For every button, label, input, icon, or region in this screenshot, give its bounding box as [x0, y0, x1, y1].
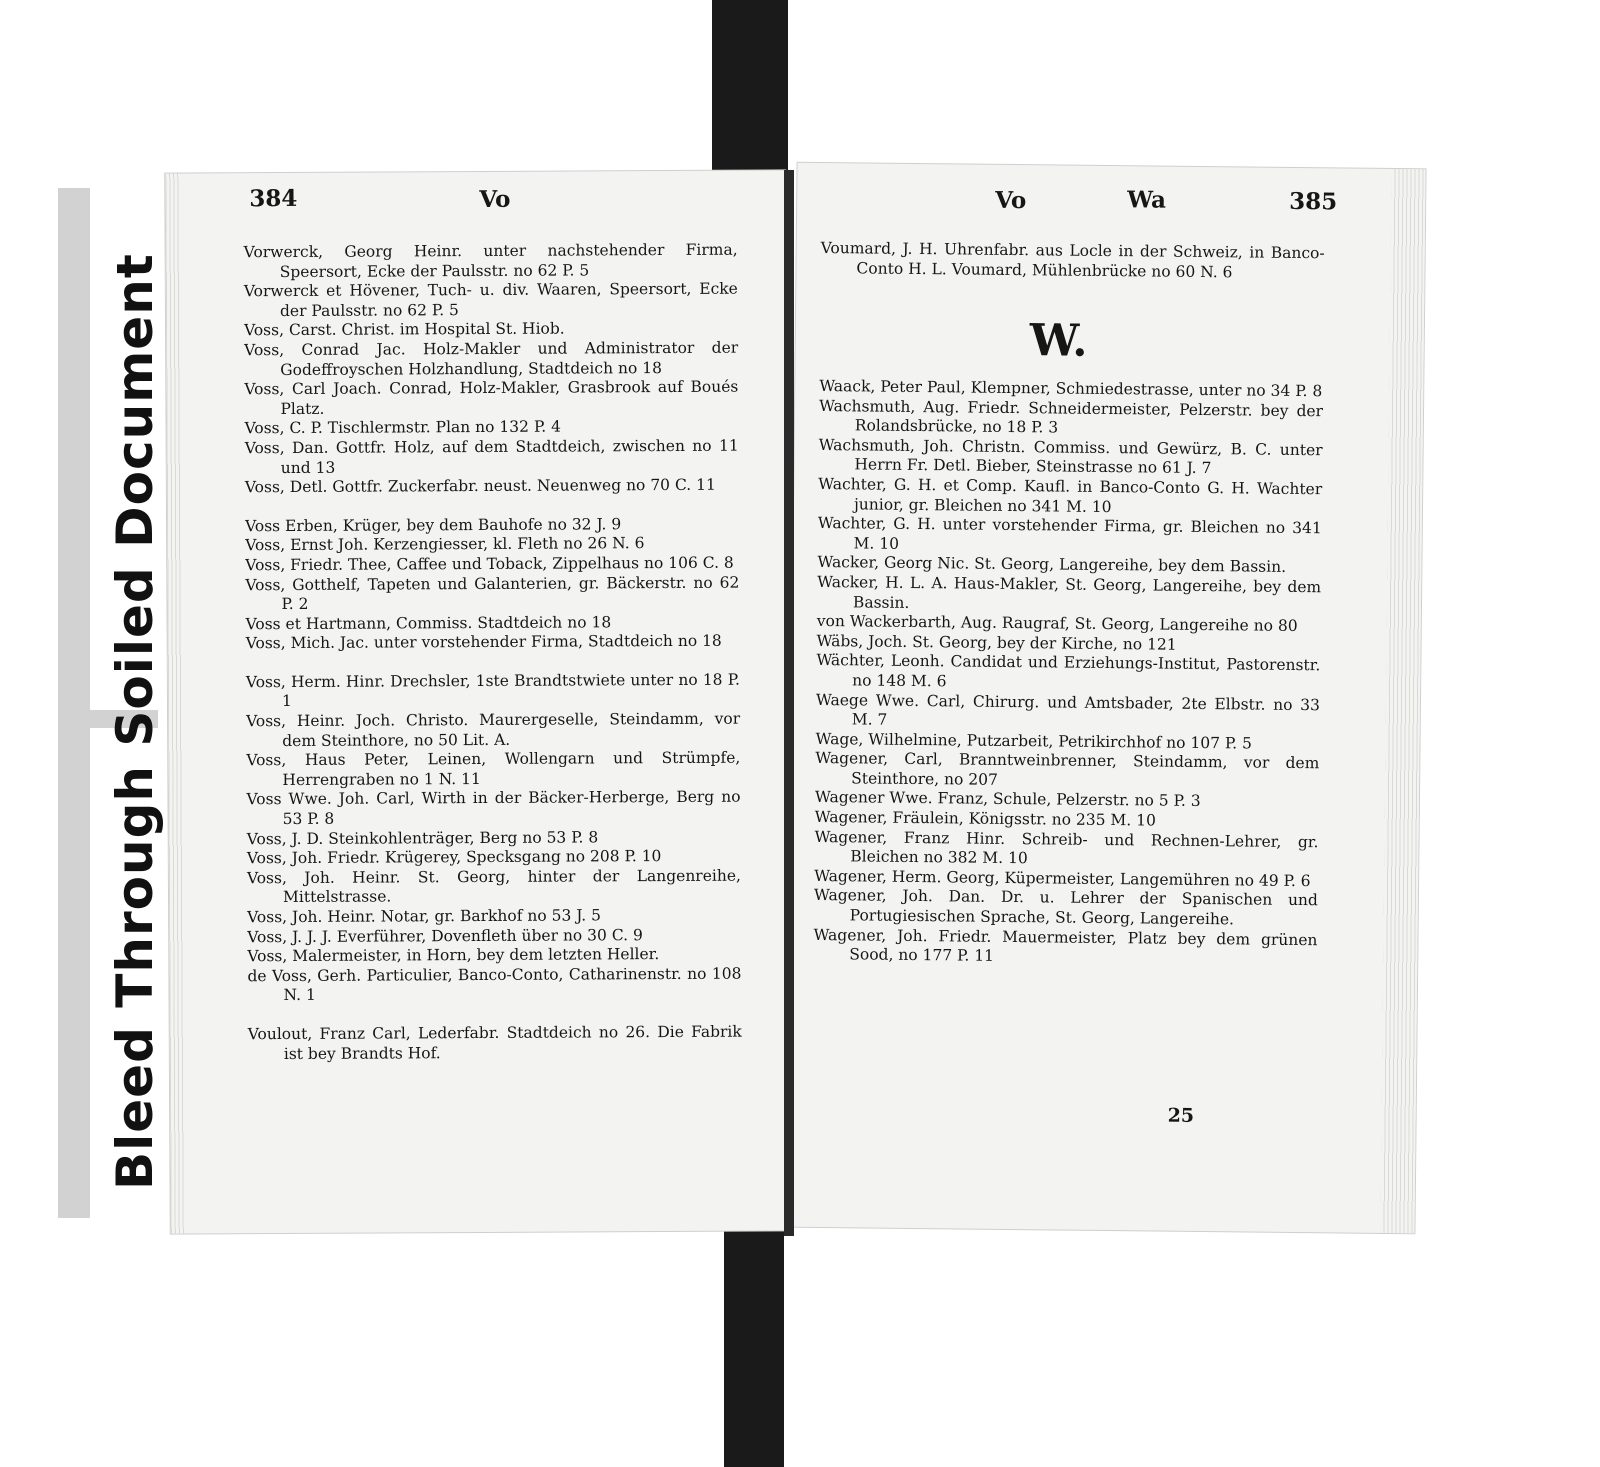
- directory-entry: Voss, J. D. Steinkohlenträger, Berg no 53 P. 8: [246, 827, 599, 848]
- directory-entry: Voss, Malermeister, in Horn, bey dem letzten Heller.: [247, 945, 660, 966]
- directory-entry: Wagener Wwe. Franz, Schule, Pelzerstr. no 5 P. 3: [814, 788, 1201, 811]
- directory-entry: Voss, Joh. Heinr. Notar, gr. Barkhof no 53 J. 5: [247, 906, 602, 927]
- directory-entry: Wagener, Fräulein, Königsstr. no 235 M. 10: [814, 808, 1157, 830]
- directory-entry: Voss, Heinr. Joch. Christo. Maurergeselle, Steindamm, vor dem Steinthore, no 50 Lit. A.: [246, 709, 741, 750]
- book-gutter: [784, 170, 794, 1236]
- left-page-number: 384: [249, 184, 298, 213]
- right-entries: [813, 377, 1323, 970]
- directory-entry: Voss, Carl Joach. Conrad, Holz-Makler, Grasbrook auf Boués Platz.: [244, 377, 739, 418]
- spine-bottom: [724, 1222, 784, 1467]
- directory-entry: Wagener, Herm. Georg, Küpermeister, Langemühren no 49 P. 6: [814, 866, 1311, 890]
- directory-entry: Wachsmuth, Aug. Friedr. Schneidermeister, Pelzerstr. bey der Rolandsbrücke, no 18 P. 3: [818, 396, 1324, 437]
- directory-entry: Voss, Gotthelf, Tapeten und Galanterien, gr. Bäckerstr. no 62 P. 2: [245, 573, 740, 614]
- signature-mark: 25: [1167, 1104, 1195, 1127]
- left-entries: [244, 241, 742, 1065]
- directory-entry: Voss, Ernst Joh. Kerzengiesser, kl. Fleth no 26 N. 6: [245, 534, 645, 555]
- directory-entry: Voss, Haus Peter, Leinen, Wollengarn und Strümpfe, Herrengraben no 1 N. 11: [246, 748, 741, 789]
- directory-entry: Voss, Joh. Friedr. Krügerey, Specksgang no 208 P. 10: [246, 847, 662, 868]
- directory-entry: Wachter, G. H. et Comp. Kaufl. in Banco-Conto G. H. Wachter junior, gr. Bleichen no 341 M. 10: [818, 474, 1323, 516]
- directory-entry: Wacker, Georg Nic. St. Georg, Langereihe, bey dem Bassin.: [817, 553, 1287, 577]
- right-page-number: 385: [1289, 187, 1338, 216]
- directory-entry: Waege Wwe. Carl, Chirurg. und Amtsbader, 2te Elbstr. no 33 M. 7: [815, 690, 1321, 729]
- directory-entry: de Voss, Gerh. Particulier, Banco-Conto, Catharinenstr. no 108 N. 1: [247, 964, 742, 1005]
- directory-entry: Voss, Friedr. Thee, Caffee und Toback, Zippelhaus no 106 C. 8: [245, 553, 734, 575]
- directory-entry: Voss, Herm. Hinr. Drechsler, 1ste Brandtstwiete unter no 18 P. 1: [245, 670, 740, 711]
- directory-entry: Vorwerck et Hövener, Tuch- u. div. Waaren, Speersort, Ecke der Paulsstr. no 62 P. 5: [243, 279, 738, 320]
- directory-entry: Wächter, Leonh. Candidat und Erziehungs-Institut, Pastorenstr. no 148 M. 6: [816, 651, 1321, 691]
- left-page: [165, 170, 791, 1233]
- directory-entry: Voss Wwe. Joh. Carl, Wirth in der Bäcker-Herberge, Berg no 53 P. 8: [246, 788, 741, 829]
- left-running-header: Vo: [479, 185, 511, 213]
- directory-entry: Wage, Wilhelmine, Putzarbeit, Petrikirchhof no 107 P. 5: [815, 729, 1253, 753]
- directory-entry: Voss, Conrad Jac. Holz-Makler und Administrator der Godeffroyschen Holzhandlung, Stadtdeich no 18: [244, 338, 739, 379]
- directory-entry: Voss, C. P. Tischlermstr. Plan no 132 P. 4: [244, 417, 561, 438]
- spine-top: [712, 0, 788, 176]
- directory-entry: Wachsmuth, Joh. Christn. Commiss. und Gewürz, B. C. unter Herrn Fr. Detl. Bieber, Steinstrasse no 61 J. 7: [818, 435, 1323, 478]
- directory-entry: Voulout, Franz Carl, Lederfabr. Stadtdeich no 26. Die Fabrik ist bey Brandts Hof.: [247, 1022, 742, 1063]
- right-page-edge: [1380, 169, 1425, 1233]
- side-label-text: Bleed Through Soiled Document: [106, 253, 164, 1190]
- directory-entry: Voss, J. J. J. Everführer, Dovenfleth über no 30 C. 9: [247, 925, 643, 946]
- directory-entry: Voss, Dan. Gottfr. Holz, auf dem Stadtdeich, zwischen no 11 und 13: [244, 436, 739, 477]
- directory-entry: Voss, Carst. Christ. im Hospital St. Hiob.: [244, 319, 565, 340]
- directory-entry: Vorwerck, Georg Heinr. unter nachstehender Firma, Speersort, Ecke der Paulsstr. no 62 P. 5: [243, 240, 738, 281]
- directory-entry: Voss Erben, Krüger, bey dem Bauhofe no 32 J. 9: [245, 514, 622, 535]
- directory-entry: Voss et Hartmann, Commiss. Stadtdeich no 18: [245, 612, 612, 633]
- directory-entry: Wagener, Franz Hinr. Schreib- und Rechnen-Lehrer, gr. Bleichen no 382 M. 10: [814, 827, 1319, 868]
- right-page: [786, 163, 1425, 1234]
- directory-entry: Voss, Mich. Jac. unter vorstehender Firma, Stadtdeich no 18: [245, 632, 722, 653]
- directory-entry: von Wackerbarth, Aug. Raugraf, St. Georg, Langereihe no 80: [816, 612, 1298, 636]
- right-running-header-right: Wa: [1127, 186, 1167, 214]
- left-page-edge: [165, 174, 185, 1234]
- directory-entry: Voss, Joh. Heinr. St. Georg, hinter der Langenreihe, Mittelstrasse.: [246, 866, 741, 907]
- directory-entry: Waack, Peter Paul, Klempner, Schmiedestrasse, unter no 34 P. 8: [819, 376, 1323, 401]
- directory-entry: Voss, Detl. Gottfr. Zuckerfabr. neust. Neuenweg no 70 C. 11: [244, 475, 716, 497]
- directory-entry: Wagener, Joh. Friedr. Mauermeister, Platz bey dem grünen Sood, no 177 P. 11: [813, 925, 1318, 966]
- directory-entry: Wagener, Joh. Dan. Dr. u. Lehrer der Spanischen und Portugiesischen Sprache, St. Georg, Langereihe.: [813, 886, 1318, 929]
- directory-entry: Wacker, H. L. A. Haus-Makler, St. Georg, Langereihe, bey dem Bassin.: [817, 572, 1322, 612]
- directory-entry: Wäbs, Joch. St. Georg, bey der Kirche, no 121: [816, 631, 1177, 654]
- section-letter: W.: [1029, 315, 1088, 367]
- right-running-header-left: Vo: [995, 186, 1027, 215]
- right-top-entry: Voumard, J. H. Uhrenfabr. aus Locle in der Schweiz, in Banco-Conto H. L. Voumard, Mühlenbrücke no 60 N. 6: [820, 238, 1325, 281]
- directory-entry: Wagener, Carl, Branntweinbrenner, Steindamm, vor dem Steinthore, no 207: [815, 749, 1320, 789]
- directory-entry: Wachter, G. H. unter vorstehender Firma, gr. Bleichen no 341 M. 10: [817, 514, 1322, 553]
- right-top-entry-block: [820, 239, 1324, 283]
- open-book: [168, 166, 1420, 1246]
